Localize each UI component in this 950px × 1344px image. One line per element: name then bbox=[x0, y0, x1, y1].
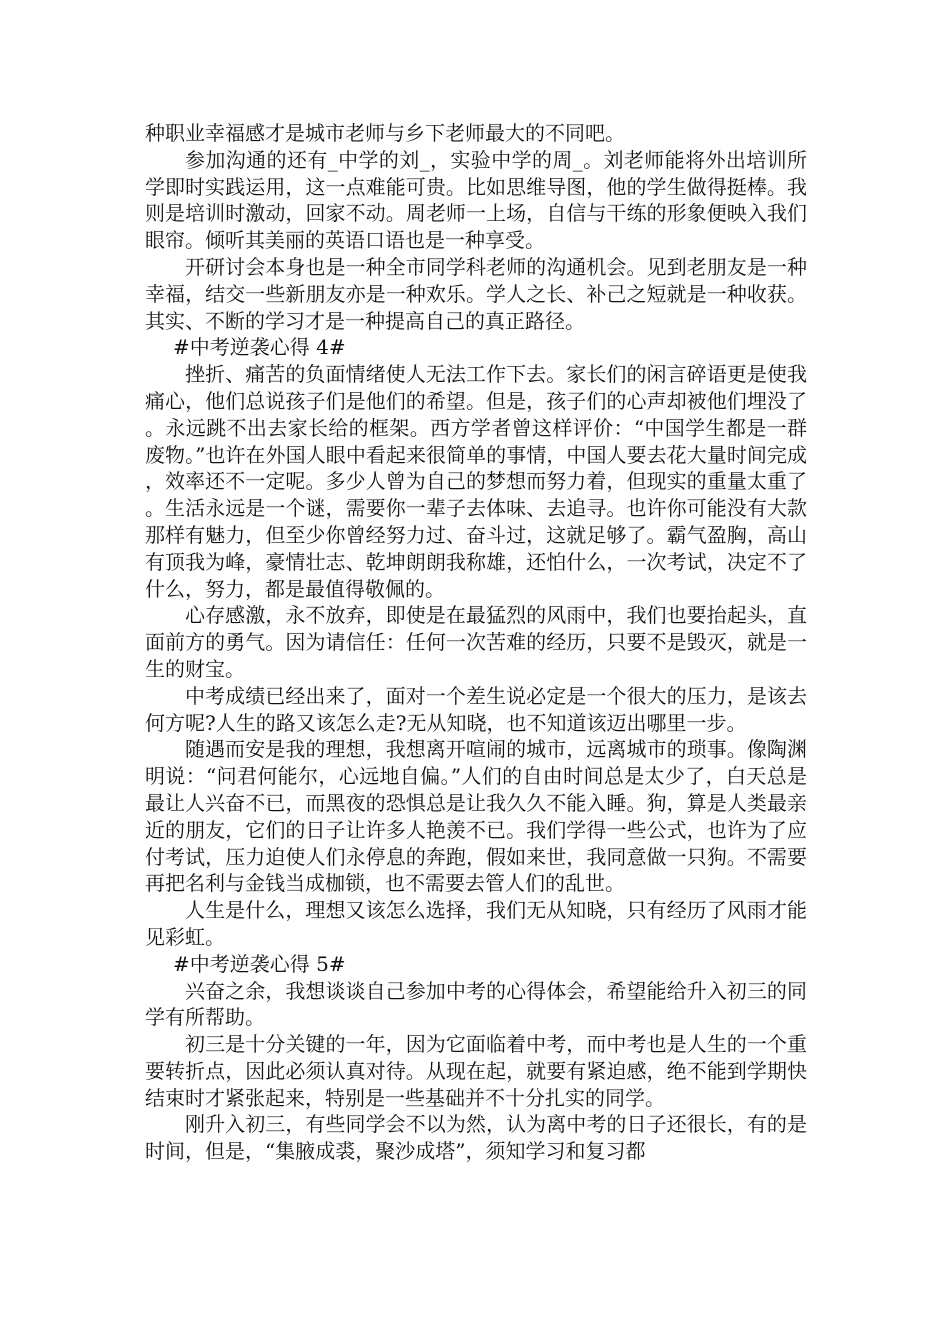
paragraph: 参加沟通的还有_中学的刘_，实验中学的周_。刘老师能将外出培训所学即时实践运用，这一点难能可贵。比如思维导图，他的学生做得挺棒。我则是培训时激动，回家不动。周老师一上场，自信与干练的形象便映入我们眼帘。倾听其美丽的英语口语也是一种享受。 bbox=[145, 147, 807, 253]
paragraph: 兴奋之余，我想谈谈自己参加中考的心得体会，希望能给升入初三的同学有所帮助。 bbox=[145, 978, 807, 1030]
paragraph: 中考成绩已经出来了，面对一个差生说必定是一个很大的压力，是该去何方呢?人生的路又该怎么走?无从知晓，也不知道该迈出哪里一步。 bbox=[145, 683, 807, 735]
paragraph: 随遇而安是我的理想，我想离开喧闹的城市，远离城市的琐事。像陶渊明说：“问君何能尔，心远地自偏。”人们的自由时间总是太少了，白天总是最让人兴奋不已，而黑夜的恐惧总是让我久久不能入睡。狗，算是人类最亲近的朋友，它们的日子让许多人艳羡不已。我们学得一些公式，也许为了应付考试，压力迫使人们永停息的奔跑，假如来世，我同意做一只狗。不需要再把名利与金钱当成枷锁，也不需要去管人们的乱世。 bbox=[145, 737, 807, 896]
paragraph: 初三是十分关键的一年，因为它面临着中考，而中考也是人生的一个重要转折点，因此必须认真对待。从现在起，就要有紧迫感，绝不能到学期快结束时才紧张起来，特别是一些基础并不十分扎实的同学。 bbox=[145, 1032, 807, 1110]
paragraph-continuation: 种职业幸福感才是城市老师与乡下老师最大的不同吧。 bbox=[145, 121, 625, 145]
section-heading: #中考逆袭心得 4# bbox=[173, 335, 346, 360]
paragraph: 挫折、痛苦的负面情绪使人无法工作下去。家长们的闲言碎语更是使我痛心，他们总说孩子们是他们的希望。但是，孩子们的心声却被他们埋没了。永远跳不出去家长给的框架。西方学者曾这样评价：“中国学生都是一群废物。”也许在外国人眼中看起来很简单的事情，中国人要去花大量时间完成，效率还不一定呢。多少人曾为自己的梦想而努力着，但现实的重量太重了。生活永远是一个谜，需要你一辈子去体味、去追寻。也许你可能没有大款那样有魅力，但至少你曾经努力过、奋斗过，这就足够了。霸气盈胸，高山有顶我为峰，豪情壮志、乾坤朗朗我称雄，还怕什么，一次考试，决定不了什么，努力，都是最值得敬佩的。 bbox=[145, 362, 807, 601]
section-heading: #中考逆袭心得 5# bbox=[173, 951, 346, 976]
document-page bbox=[145, 120, 807, 1165]
paragraph: 刚升入初三，有些同学会不以为然，认为离中考的日子还很长，有的是时间，但是，“集腋成裘，聚沙成塔”，须知学习和复习都 bbox=[145, 1112, 807, 1164]
paragraph: 人生是什么，理想又该怎么选择，我们无从知晓，只有经历了风雨才能见彩虹。 bbox=[145, 898, 807, 949]
paragraph: 开研讨会本身也是一种全市同学科老师的沟通机会。见到老朋友是一种幸福，结交一些新朋友亦是一种欢乐。学人之长、补己之短就是一种收获。其实、不断的学习才是一种提高自己的真正路径。 bbox=[145, 254, 807, 333]
paragraph: 心存感激，永不放弃，即使是在最猛烈的风雨中，我们也要抬起头，直面前方的勇气。因为请信任：任何一次苦难的经历，只要不是毁灭，就是一生的财宝。 bbox=[145, 603, 807, 681]
